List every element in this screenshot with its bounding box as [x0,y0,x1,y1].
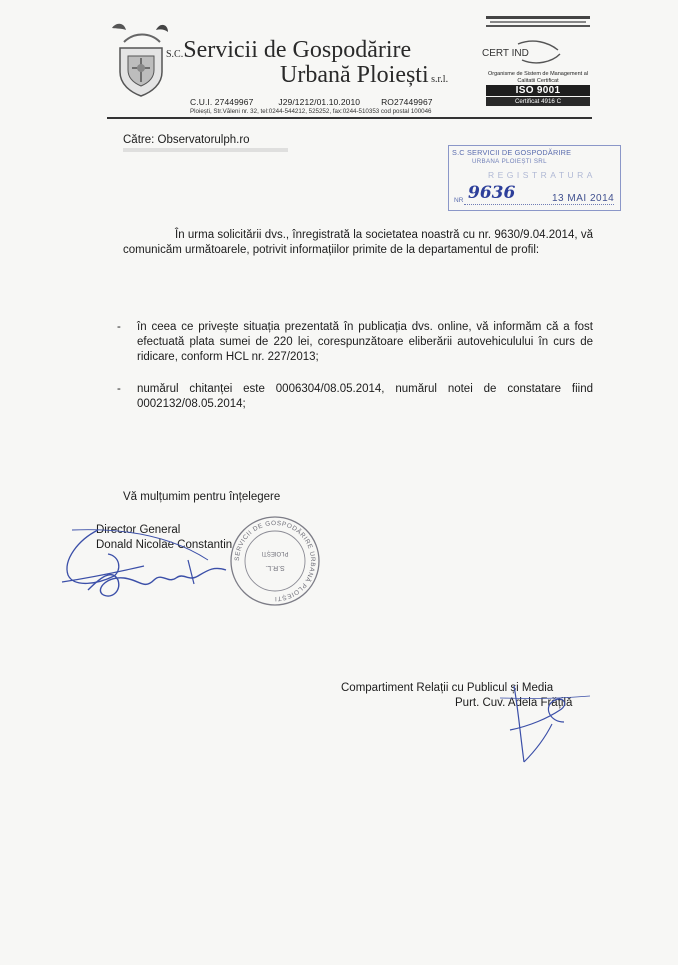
intro-paragraph: În urma solicitării dvs., înregistrată la societatea noastră cu nr. 9630/9.04.2014, vă comunicăm următoarele, potrivit informațiilor primite de la departamentul de profil: [123,229,593,257]
vat-code: RO27449967 [381,97,433,107]
list-item-text: numărul chitanței este 0006304/08.05.2014, numărul notei de constatare fiind 0002132/08.05.2014; [137,383,593,411]
certind-logo-icon [478,40,578,64]
header-divider [107,117,592,119]
company-seal-icon [228,514,322,608]
list-item [117,320,593,368]
faded-line [123,148,288,152]
iso-title: ISO 9001 [486,85,590,96]
iso-caption: Organisme de Sistem de Management al Calitatii Certificat [488,71,588,84]
department-spokesperson: Purt. Cuv. Adela Frățilă [455,697,573,709]
iso-certificate-number: Certificat 4916 C [486,97,590,106]
seal-outer-text: SERVICII DE GOSPODĂRIRE URBANĂ PLOIEȘTI [233,519,317,603]
stamp-company: S.C SERVICII DE GOSPODĂRIRE [452,148,572,157]
stamp-nr-label: NR [454,197,464,204]
bullet-dash: - [117,321,121,333]
bullet-dash: - [117,383,121,395]
certification-header-bar [486,16,590,28]
stamp-registry: REGISTRATURA [488,170,596,180]
stamp-company-sub: URBANĂ PLOIEȘTI SRL [472,158,547,165]
spokesperson-signature-icon [500,678,590,768]
registration-stamp [448,145,621,211]
seal-inner-bottom: PLOIEȘTI [261,550,289,556]
department-name: Compartiment Relații cu Publicul și Media [341,682,554,694]
iso-certificate-badge [486,71,590,108]
stamp-date: 13 MAI 2014 [552,193,615,204]
seal-inner-top: S.R.L. [265,564,285,571]
list-item-text: în ceea ce privește situația prezentată în publicația dvs. online, vă informăm că a fost efectuată plata sumei de 220 lei, corespunzătoare eliberării autovehiculului în curs de ridicare, conform HCL nr. 227/2013; [137,321,593,364]
stamp-underline [464,204,614,205]
signatory-name: Donald Nicolae Constantin [96,539,233,551]
cui-code: C.U.I. 27449967 [190,97,254,107]
company-identifiers [190,97,433,107]
recipient-line: Către: Observatorulph.ro [123,134,250,146]
trade-register-code: J29/1212/01.10.2010 [278,97,361,107]
list-item [117,382,593,416]
stamp-number: 9636 [468,183,516,203]
company-address: Ploiești, Str.Văleni nr. 32, tel:0244-544212, 525252, fax:0244-510353 cod postal 100046 [190,108,432,115]
closing-thanks: Vă mulțumim pentru înțelegere [123,491,281,503]
company-name-line2: Urbană Ploiești s.r.l. [280,62,449,88]
cert-text: CERT IND [482,48,529,59]
signatory-title: Director General [96,524,181,536]
company-name-line1: S.C.Servicii de Gospodărire [166,37,412,63]
